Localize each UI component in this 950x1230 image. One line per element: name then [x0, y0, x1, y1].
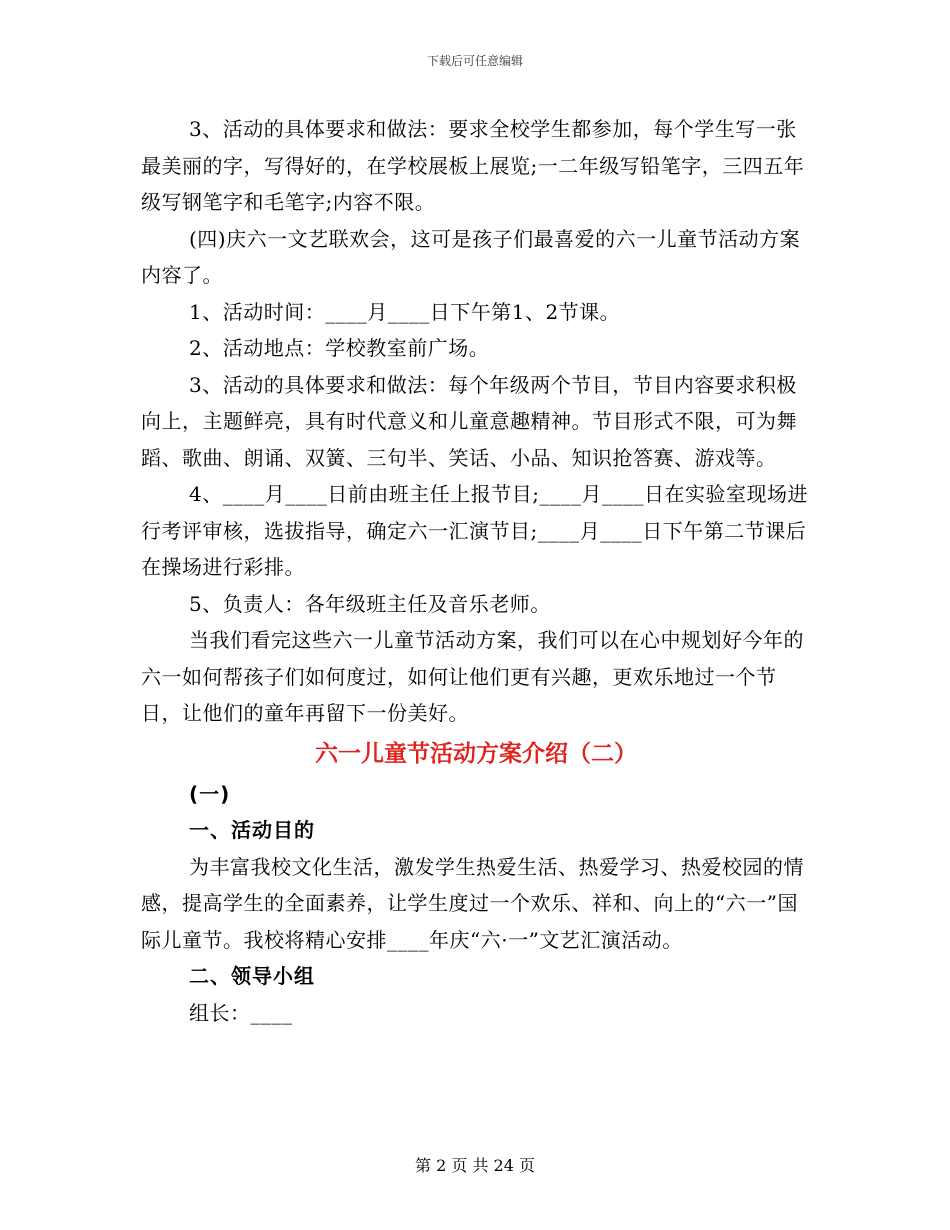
body-paragraph: (四)庆六一文艺联欢会，这可是孩子们最喜爱的六一儿童节活动方案内容了。: [141, 226, 801, 287]
page-number: 第 2 页 共 24 页: [415, 1156, 535, 1175]
document-body: [141, 111, 811, 1031]
body-paragraph: 2、活动地点：学校教室前广场。: [189, 336, 490, 360]
body-paragraph: 当我们看完这些六一儿童节活动方案，我们可以在心中规划好今年的六一如何帮孩子们如何度过，如何让他们更有兴趣，更欢乐地过一个节日，让他们的童年再留下一份美好。: [141, 628, 804, 725]
heading-paragraph: (一): [189, 781, 231, 806]
body-paragraph: 5、负责人：各年级班主任及音乐老师。: [189, 591, 551, 616]
heading-paragraph: 二、领导小组: [189, 964, 315, 988]
body-paragraph: 1、活动时间：____月____日下午第1、2节课。: [189, 299, 621, 324]
paragraphs-after: [141, 776, 811, 1032]
paragraphs-before: [141, 111, 811, 732]
body-paragraph: 3、活动的具体要求和做法：要求全校学生都参加，每个学生写一张最美丽的字，写得好的，在学校展板上展览;一二年级写铅笔字，三四五年级写钢笔字和毛笔字;内容不限。: [141, 117, 805, 214]
body-paragraph: 组长：____: [189, 1000, 293, 1025]
section-title: 六一儿童节活动方案介绍（二）: [315, 740, 637, 767]
body-paragraph: 为丰富我校文化生活，激发学生热爱生活、热爱学习、热爱校园的情感，提高学生的全面素养，让学生度过一个欢乐、祥和、向上的“六一”国际儿童节。我校将精心安排____年庆“六·一”文艺汇演活动。: [141, 854, 804, 952]
page-header: 下载后可任意编辑: [426, 54, 523, 68]
heading-paragraph: 一、活动目的: [189, 818, 315, 842]
body-paragraph: 4、____月____日前由班主任上报节目;____月____日在实验室现场进行考评审核，选拔指导，确定六一汇演节目;____月____日下午第二节课后在操场进行彩排。: [141, 482, 808, 579]
body-paragraph: 3、活动的具体要求和做法：每个年级两个节目，节目内容要求积极向上，主题鲜亮，具有时代意义和儿童意趣精神。节目形式不限，可为舞蹈、歌曲、朗诵、双簧、三句半、笑话、小品、知识抢答赛、游戏等。: [141, 372, 797, 470]
